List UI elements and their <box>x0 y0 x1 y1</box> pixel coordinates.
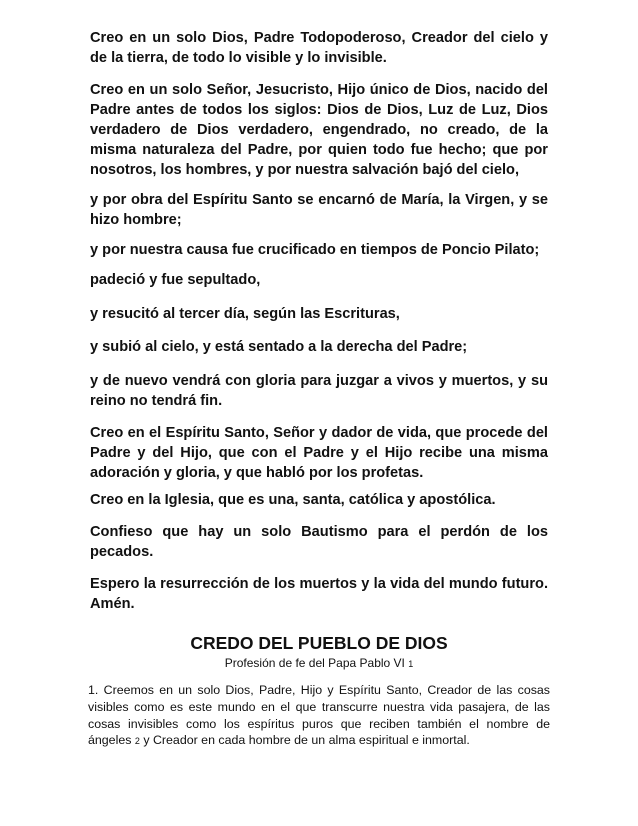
creed-paragraph-6: y resucitó al tercer día, según las Escrituras, <box>90 306 400 322</box>
creed-paragraph-3: y por obra del Espíritu Santo se encarnó de María, la Virgen, y se hizo hombre; <box>90 192 548 228</box>
creed-paragraph-5: padeció y fue sepultado, <box>90 272 261 288</box>
creed-paragraph-1: Creo en un solo Dios, Padre Todopoderoso, Creador del cielo y de la tierra, de todo lo visible y lo invisible. <box>90 30 548 66</box>
creed-paragraph-2: Creo en un solo Señor, Jesucristo, Hijo único de Dios, nacido del Padre antes de todos los siglos: Dios de Dios, Luz de Luz, Dios verdadero de Dios verdadero, engendrado, no creado, de la misma naturaleza del Padre, por quien todo fue hecho; que por nosotros, los hombres, y por nuestra salvación bajó del cielo, <box>90 82 548 178</box>
body-text-part-2: y Creador en cada hombre de un alma espiritual e inmortal. <box>143 733 470 748</box>
creed-paragraph-7: y subió al cielo, y está sentado a la derecha del Padre; <box>90 339 468 355</box>
section-title: CREDO DEL PUEBLO DE DIOS <box>190 633 448 653</box>
body-paragraph-1 <box>88 682 550 750</box>
creed-paragraph-9: Creo en el Espíritu Santo, Señor y dador de vida, que procede del Padre y del Hijo, que con el Padre y el Hijo recibe una misma adoración y gloria, y que habló por los profetas. <box>90 425 548 481</box>
body-text-part-1: 1. Creemos en un solo Dios, Padre, Hijo y Espíritu Santo, Creador de las cosas visibles como es este mundo en el que transcurre nuestra vida pasajera, de las cosas invisibles como los espíritus puros que reciben también el nombre de ángeles <box>88 683 550 748</box>
creed-paragraph-12: Espero la resurrección de los muertos y la vida del mundo futuro. Amén. <box>90 576 548 612</box>
creed-paragraph-4: y por nuestra causa fue crucificado en tiempos de Poncio Pilato; <box>90 242 540 258</box>
creed-paragraph-8: y de nuevo vendrá con gloria para juzgar a vivos y muertos, y su reino no tendrá fin. <box>90 373 548 409</box>
creed-paragraph-11: Confieso que hay un solo Bautismo para el perdón de los pecados. <box>90 524 548 560</box>
footnote-ref-2: 2 <box>134 736 140 747</box>
footnote-ref-1: 1 <box>408 659 414 669</box>
subtitle-text: Profesión de fe del Papa Pablo VI <box>224 656 405 670</box>
section-subtitle <box>90 655 548 672</box>
creed-paragraph-10: Creo en la Iglesia, que es una, santa, católica y apostólica. <box>90 492 496 508</box>
